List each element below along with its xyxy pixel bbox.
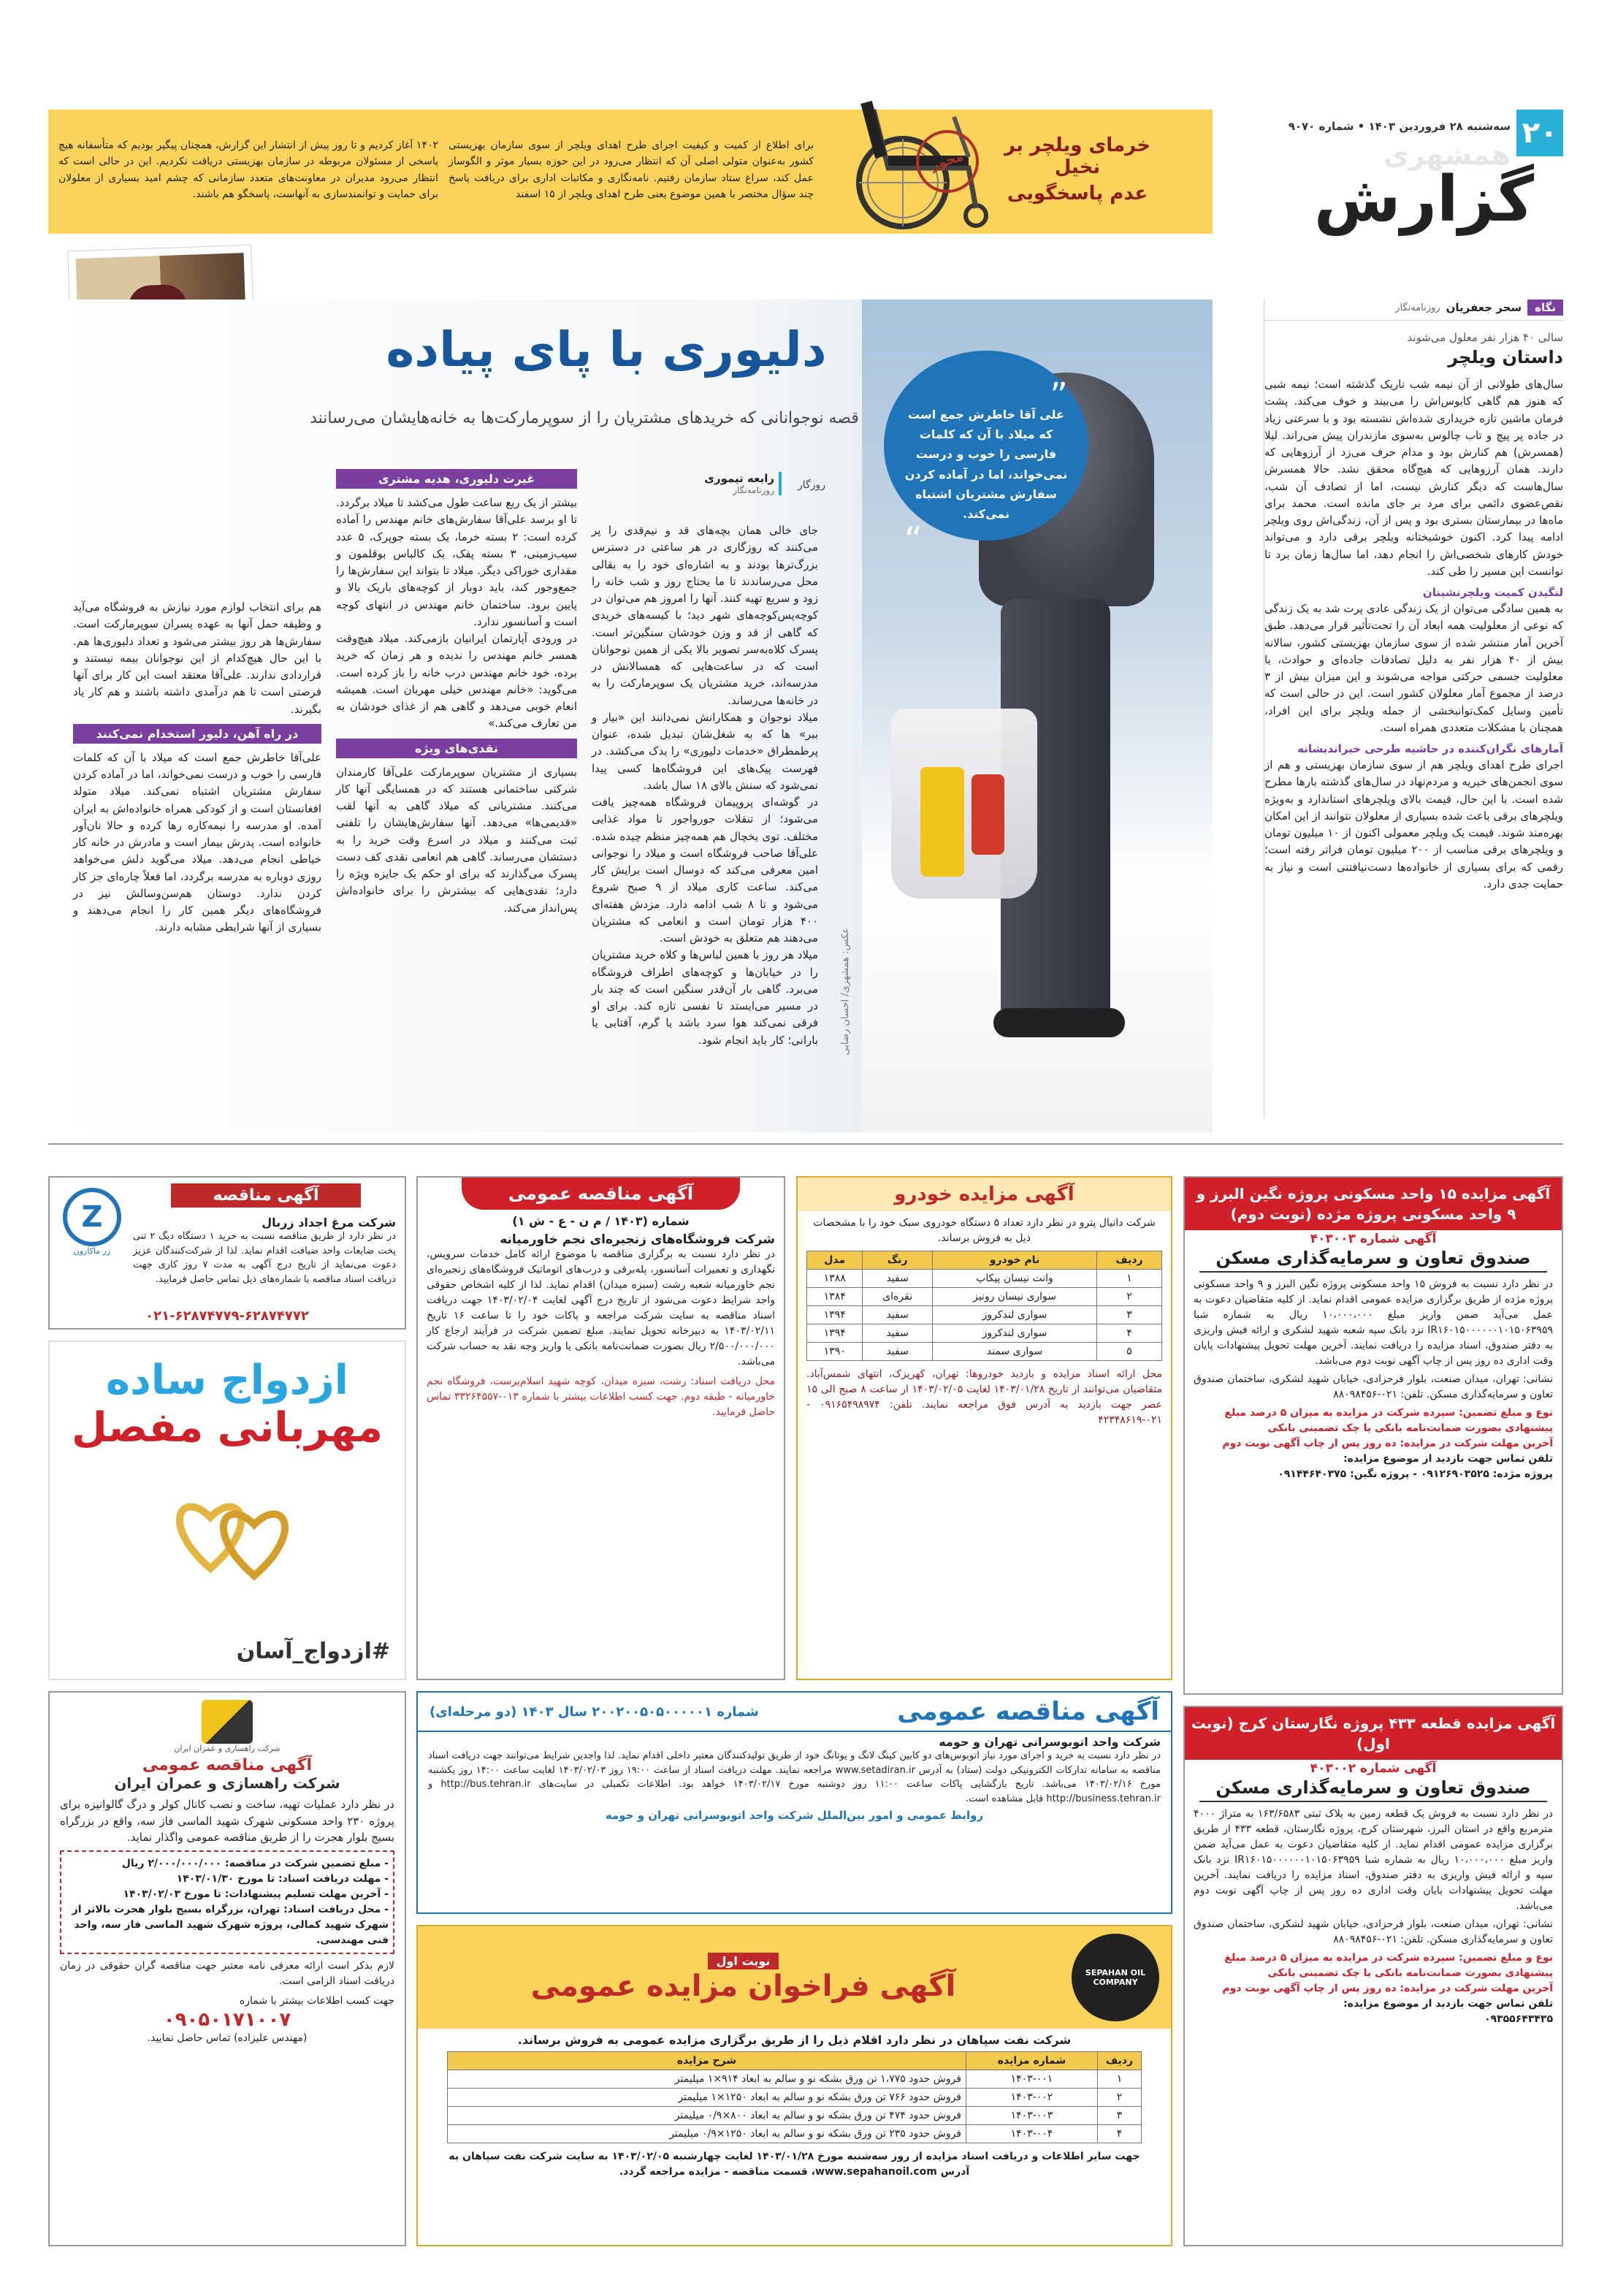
car-col-header: رنگ [863,1251,933,1270]
ad-land-deadline: آخرین مهلت شرکت در مزایده: ده روز پس از چاپ آگهی نوبت دوم [1222,1983,1553,1994]
sidebar-header [1264,300,1563,321]
ad-land-address: نشانی: تهران، میدان صنعت، بلوار فرحزادی، خیابان شهید لشکری، ساختمان صندوق تعاون و سرمایه‌گذاری مسکن. تلفن: ۰۲۱-۸۸۰۹۸۴۵۶ [1194,1918,1553,1945]
article-col-3 [73,599,321,1119]
page-number-badge [1516,110,1563,156]
ad-bus-number: شماره ۲۰۰۲۰۰۵۰۵۰۰۰۰۰۱ سال ۱۴۰۳ (دو مرحله‌ای) [430,1704,759,1720]
ad-sepahan-footer: جهت سایر اطلاعات و دریافت اسناد مزایده از روز سه‌شنبه مورخ ۱۴۰۳/۰۱/۲۸ لغایت چهارشنبه ۱۴۰۳/۰۲/۰۵ به سایت شرکت نفت سپاهان به آدرس www.sepahanoil.com، قسمت مناقصه - مزایده مراجعه گردد. [448,2151,1140,2178]
ad-housing-phones: پروژه مژده: ۰۹۱۲۶۹۰۳۵۲۵ - پروژه نگین: ۰۹۱۴۴۶۴۰۳۷۵ [1278,1468,1553,1480]
table-cell: وانت نیسان پیکاپ [932,1270,1096,1288]
table-cell: سواری لندکروز [932,1306,1096,1324]
table-cell: ۳ [1097,1306,1162,1324]
sepahan-col-header: شماره مزایده [966,2052,1098,2070]
ad-bus-tender [416,1691,1172,1914]
table-row [448,2107,1142,2125]
ad-housing-visit: تلفن تماس جهت بازدید از موضوع مزایده: [1343,1453,1553,1465]
table-cell: ۱۳۹۴ [807,1306,863,1324]
banner-paragraph-2: ۱۴۰۲ آغاز کردیم و تا روز پیش از انتشار این گزارش، همچنان پیگیر بودیم که متأسفانه هیچ پاسخی از مسئولان مربوطه در سازمان بهزیستی دریافت نکردیم. این در حالی است که انتظار می‌رود مدیران در معاونت‌های متعدد سازمانی که چشم امید بسیاری از معلولان برای حمایت و توانمندسازی به آنهاست، پاسخگو هم باشند. [58,140,438,201]
ad-zar-body: در نظر دارد از طریق مناقصه نسبت به خرید ۱ دستگاه دیگ ۲ تنی پخت ضایعات واحد ضیافت اقدام نماید. لذا از شرکت‌کنندگان عزیز دعوت می‌نماید از تاریخ درج آگهی به مدت ۷ روز کاری جهت دریافت اسناد مناقصه با شماره‌های ذیل تماس حاصل فرمایید. [133,1231,396,1285]
road-logo [50,1693,405,1753]
table-row [807,1270,1162,1288]
table-cell: سفید [863,1270,933,1288]
col2-paragraph-1: بیشتر از یک ربع ساعت طول می‌کشد تا میلاد برگردد. تا او برسد علی‌آقا سفارش‌های خانم مهندس را آماده کرده است: ۲ بسته خرما، یک بسته جوپرک، ۵ عدد سیب‌زمینی، ۳ بسته پفک، یک کالباس بوقلمون و مقداری خوراکی دیگر. میلاد تا بتواند این سفارش‌ها را جمع‌وجور کند، باید دوبار از کوچه‌های باریک بالا و پایین برود. ساختمان خانم مهندس در انتهای کوچه است و آسانسور ندارد. [336,496,577,628]
table-cell: سواری سمند [932,1343,1096,1361]
ad-land-body: در نظر دارد نسبت به فروش یک قطعه زمین به پلاک ثبتی ۱۶۳/۶۵۸۳ به متراژ ۴۰۰۰ مترمربع واقع در استان البرز، شهرستان کرج، پروژه نگارستان، قطعه ۴۳۳ از طریق برگزاری مزایده عمومی اقدام نماید. از کلیه متقاضیان دعوت به عمل می‌آید ضمن واریز مبلغ ۱۰،۰۰۰،۰۰۰ ریال به شماره شبا IR۱۶۰۱۵۰۰۰۰۰۰۱۰۱۵۰۶۳۹۵۹ نزد بانک سپه و ارائه فیش واریزی به دفتر صندوق، اسناد مزایده را دریافت نمایند. آخرین مهلت تحویل پیشنهادات پایان وقت اداری ده روز پس از چاپ آگهی نوبت دوم می‌باشد. [1194,1808,1554,1912]
ad-road-phone: ۰۹۰۵۰۱۷۱۰۰۷ [163,2008,291,2031]
ad-road-note: لازم بذکر است ارائه معرفی نامه معتبر جهت مناقصه گران حقوقی در زمان دریافت اسناد الزامی است. [60,1959,394,1987]
ad-road-item: - آخرین مهلت تسلیم پیشنهادات: تا مورخ ۱۴۰۳/۰۲/۰۳ [123,1888,389,1900]
sidebar-subhead-1: لنگیدن کمیت ویلچرنشینان [1422,586,1563,599]
sidebar-author: سحر جعفریان [1446,301,1522,314]
car-col-header: ردیف [1097,1251,1162,1270]
ad-car-title: آگهی مزایده خودرو [798,1178,1171,1211]
col2-paragraph-3: بسیاری از مشتریان سوپرمارکت علی‌آقا کارمندان شرکتی ساختمانی هستند که در همسایگی آنها کار می‌کنند. مشتریانی که میلاد گاهی به آنها لقب «قدیمی‌ها» می‌دهد. آنها سفارش‌هایشان را تلفنی ثبت می‌کنند و میلاد در اسرع وقت خرید را به دستشان می‌رساند. گاهی هم انعامی نقدی کف دست پسرک می‌گذارند که برای او حکم یک جایزه ویژه را دارد؛ نقدی‌هایی که بیشترش را برای خانواده‌اش پس‌انداز می‌کند. [336,765,577,915]
ad-road-phone-text: جهت کسب اطلاعات بیشتر با شماره [239,1994,394,2007]
zar-logo [57,1188,127,1268]
ad-bus-header [418,1693,1171,1732]
table-cell: ۴ [1097,1324,1162,1343]
ad-zar-title: آگهی مناقصه [171,1183,361,1208]
pull-quote-text: علی آقا خاطرش جمع است که میلاد با آن که کلمات فارسی را خوب و درست نمی‌خواند، اما در آماده کردن سفارش مشتریان اشتباه نمی‌کند. [904,408,1068,521]
ad-bus-company: شرکت واحد اتوبوسرانی تهران و حومه [939,1735,1161,1749]
banner-title-line2: عدم پاسخگویی [1007,183,1148,205]
ad-housing-body: در نظر دارد نسبت به فروش ۱۵ واحد مسکونی پروژه نگین البرز و ۹ واحد مسکونی پروژه مژده از طریق برگزاری مزایده عمومی اقدام نماید. از کلیه متقاضیان دعوت به عمل می‌آید ضمن واریز مبلغ ۱۰،۰۰۰،۰۰۰ ریال به شماره شبا IR۱۶۰۱۵۰۰۰۰۰۰۱۰۱۵۰۶۳۹۵۹ نزد بانک سپه شعبه شهید لشکری و ارائه فیش واریزی به دفتر صندوق، اسناد مزایده را دریافت نمایند. آخرین مهلت تحویل پیشنهادات پایان وقت اداری ده روز پس از چاپ آگهی نوبت دوم می‌باشد. [1194,1278,1553,1367]
table-cell: ۱ [1097,1270,1162,1288]
ad-land-auction [1183,1706,1563,2246]
author-box [679,472,782,495]
ad-najm-company: شرکت فروشگاه‌های زنجیره‌ای نجم خاورمیانه [500,1232,775,1247]
banner-paragraph-1: برای اطلاع از کمیت و کیفیت اجرای طرح اهدای ویلچر از سوی سازمان بهزیستی کشور به‌عنوان متولی اصلی آن که انتظار می‌رود در این حوزه بسیار موثر و الگوساز عمل کند، سراغ ستاد سازمان رفتیم. نامه‌نگاری و مکاتبات اداری برای دریافت پاسخ چند سؤال مختصر با همین موضوع یعنی طرح اهدای ویلچر از ۱۵ اسفند [448,140,814,201]
ad-road-item: - مهلت دریافت اسناد: تا مورخ ۱۴۰۳/۰۱/۳۰ [176,1872,389,1885]
ad-najm-number: شماره (۱۴۰۳ / م ن - ع - ش ۱) [512,1214,690,1228]
sepahan-logo-text: SEPAHAN OIL COMPANY [1085,1968,1146,1987]
ad-najm-footer: محل دریافت اسناد: رشت، سبزه میدان، کوچه شهید اسلام‌پرست، فروشگاه نجم خاورمیانه - طبقه دوم. جهت کسب اطلاعات بیشتر با شماره ۰۱۳-۳۳۲۶۴۵۵۷ تماس حاصل فرمایید. [427,1376,776,1418]
shoes [993,1008,1125,1037]
ad-bus-title: آگهی مناقصه عمومی [897,1697,1159,1726]
sidebar-author-role: روزنامه‌نگار [1395,302,1440,313]
ad-road-contact: (مهندس علیزاده) تماس حاصل نمایید. [147,2032,308,2044]
road-logo-text: شرکت راهسازی و عمران ایران [174,1744,280,1753]
section-label: روزگار [798,479,825,491]
sidebar-paragraph-3: اجرای طرح اهدای ویلچر هم از سوی سازمان بهزیستی و هم از سوی انجمن‌های خیریه و مردم‌نهاد در سال‌های گذشته بارها مطرح شده است. با این حال، قیمت بالای ویلچرهای استاندارد و به‌ویژه ویلچرهای برقی باعث شده بسیاری از معلولان نتوانند از این امکان بهره‌مند شوند. قیمت یک ویلچر معمولی اکنون از ۱۰ میلیون تومان و ویلچرهای برقی مناسب از ۲۰۰ میلیون تومان فراتر رفته است؛ رقمی که برای بسیاری از خانواده‌ها دست‌نیافتنی است و نیاز به حمایت جدی دارد. [1264,758,1563,890]
table-cell: سواری لندکروز [932,1324,1096,1343]
ad-car-footer: محل ارائه اسناد مزایده و بازدید خودروها: تهران، کهریزک، انتهای شمس‌آباد. متقاضیان می‌توانند از تاریخ ۱۴۰۳/۰۱/۲۸ لغایت ۱۴۰۳/۰۲/۰۵ از ساعت ۸ صبح الی ۱۵ عصر جهت بازدید به آدرس فوق مراجعه نمایند. تلفن: ۰۹۱۶۵۴۹۸۹۷۴ - ۰۲۱-۴۲۳۴۸۶۱۹ [806,1368,1162,1426]
sidebar-headline: داستان ویلچر [1448,347,1563,367]
ad-sepahan-badge: نوبت اول [708,1953,779,1969]
ad-marriage [48,1340,406,1680]
ad-najm-title: آگهی مناقصه عمومی [462,1178,740,1210]
table-cell: سفید [863,1324,933,1343]
table-cell: ۵ [1097,1343,1162,1361]
ad-road-body: در نظر دارد عملیات تهیه، ساخت و نصب کانال کولر و درگ گالوانیزه برای پروژه ۲۳۰ واحد مسکونی شهرک شهید الماسی فاز سه، واقع در بزرگراه بسیج بلوار هجرت را از طریق مناقصه عمومی واگذار نماید. [60,1798,394,1844]
sidebar-subhead-2: آمارهای نگران‌کننده در حاشیه طرحی خیراندیشانه [1297,742,1563,755]
table-cell: ۱۳۸۸ [807,1270,863,1288]
table-cell: ۲ [1097,1288,1162,1306]
ad-housing-guarantee: نوع و مبلغ تضمین: سپرده شرکت در مزایده به میزان ۵ درصد مبلغ پیشنهادی بصورت ضمانت‌نامه بانکی یا چک تضمینی بانکی [1224,1407,1553,1434]
sidebar-tag: نگاه [1527,300,1563,316]
ad-housing-deadline: آخرین مهلت شرکت در مزایده: ده روز پس از چاپ آگهی نوبت دوم [1222,1438,1553,1449]
sepahan-col-header: ردیف [1098,2052,1142,2070]
table-cell: نقره‌ای [863,1288,933,1306]
ad-zar-company: شرکت مرغ اجداد زربال [262,1216,396,1229]
ads-divider [48,1143,1563,1145]
col1-paragraph-3: در گوشه‌ای پروپیمان فروشگاه همه‌چیز یافت می‌شود؛ از تنقلات جورواجور تا مواد غذایی مختلف. توی یخچال هم همه‌چیز منظم چیده شده. علی‌آقا صاحب فروشگاه است و میلاد را نوجوانی امین معرفی می‌کند که دوسال است برایش کار می‌کند. ساعت کاری میلاد از ۹ صبح شروع می‌شود و تا ۸ شب ادامه دارد. مزدش هفته‌ای ۴۰۰ هزار تومان است و انعامی که مشتریان می‌دهند هم متعلق به خودش است. [592,796,819,945]
article-col-2 [336,469,577,1119]
ad-land-number: آگهی شماره ۴۰۳۰۰۲ [1185,1760,1562,1777]
article-col-1 [592,522,818,1121]
col3-paragraph-2: علی‌آقا خاطرش جمع است که میلاد با آن که کلمات فارسی را خوب و درست نمی‌خواند، اما در آماده کردن سفارش مشتریان اشتباه نمی‌کند. میلاد متولد افغانستان است و از کودکی همراه خانواده‌اش به ایران آمده. او مدرسه را نیمه‌کاره رها کرده و حالا نان‌آور خانواده است. پدرش بیمار است و مادرش در خانه کار خیاطی انجام می‌دهد. میلاد می‌گوید دلش می‌خواهد روزی دوباره به مدرسه برگردد، اما فعلاً چاره‌ای جز کار کردن ندارد. دوستان هم‌سن‌وسالش نیز در فروشگاه‌های دیگر همین کار را انجام می‌دهند و بسیاری از آنها شرایطی مشابه دارند. [73,750,321,934]
ad-road-title: آگهی مناقصه عمومی [142,1756,313,1774]
ad-housing-address: نشانی: تهران، میدان صنعت، بلوار فرحزادی، خیابان شهید لشکری، ساختمان صندوق تعاون و سرمایه‌گذاری مسکن. تلفن: ۰۲۱-۸۸۰۹۸۴۵۶ [1194,1373,1553,1400]
table-row [448,2070,1142,2089]
ad-zar-phone: ۰۲۱-۶۲۸۷۴۷۷۹-۶۲۸۷۴۷۷۲ [145,1308,309,1324]
masthead [1271,110,1563,263]
bottle-red [972,774,1004,855]
banner-text-middle [448,137,814,203]
sidebar-paragraph-1: سال‌های طولانی از آن نیمه شب تاریک گذشته است؛ نیمه شبی که هنوز هم گاهی کابوس‌اش را می‌بیند و خوف می‌کند. پشت فرمان ماشین تازه خریداری شده‌اش نشسته بود و با سرعتی زیاد در جاده پر پیچ و تاب چالوس به‌سوی مازندران پیش می‌راند. لیلا (همسرش) هم کنارش بود و مدام حرف می‌زد از آرزوهایی که دارند. همان آرزوهایی که هیچ‌گاه محقق نشد. حالا همسرش سال‌هاست که دیگر کنارش نیست، اما از تصادف آن شب، نقص‌عضوی دائمی برای مرد بر جای مانده است. محمد برای ماه‌ها در بیمارستان بستری بود و پس از آن، زندگی‌اش روی ویلچر ادامه پیدا کرد. اکنون خوشبختانه ویلچر برقی دارد و می‌تواند خودش کارهای شخصی‌اش را انجام دهد، اما سال‌ها زمان برد تا توانست این مسیر را طی کند. [1264,378,1563,578]
table-cell: ۳ [1098,2107,1142,2125]
zar-logo-text: زر ماکارون [73,1246,111,1256]
col2-paragraph-2: در ورودی آپارتمان ایرانیان بازمی‌کند. میلاد هیچ‌وقت همسر خانم مهندس را ندیده و هر زمان که خرید برده، خود خانم مهندس درب خانه را باز کرده است. می‌گوید: «خانم مهندس خیلی مهربان است. همیشه انعام خوبی می‌دهد و گاهی هم از غذای خودشان به من تعارف می‌کند.» [336,632,577,731]
pull-quote [884,351,1088,561]
page-number: ۲۰ [1522,116,1558,150]
ad-land-org: صندوق تعاون و سرمایه‌گذاری مسکن [1199,1777,1547,1802]
table-row [448,2125,1142,2143]
ad-car-auction [796,1176,1172,1680]
ad-road-items [60,1850,394,1954]
ad-land-guarantee: نوع و مبلغ تضمین: سپرده شرکت در مزایده به میزان ۵ درصد مبلغ پیشنهادی بصورت ضمانت‌نامه بانکی یا چک تضمینی بانکی [1224,1952,1553,1979]
col1-paragraph-2: میلاد نوجوان و همکارانش نمی‌دانند این «بیار و ببر» ها که به شغل‌شان تبدیل شده، عنوان پرطمطراق «خدمات دلیوری» را یدک می‌کشد. در فهرست پیک‌های این فروشگاه‌ها کسی پیدا نمی‌شود که سنش بالای ۱۸ سال باشد. [592,710,818,792]
banner-stamp-text: محور [928,148,966,174]
ad-marriage-line2: مهربانی مفصل [72,1404,383,1452]
ad-sepahan-header [418,1926,1171,2029]
table-cell: سواری نیسان رونیز [932,1288,1096,1306]
sepahan-col-header: شرح مزایده [448,2052,966,2070]
section-title: گزارش [1313,163,1534,236]
subhead-c: در راه آهن، دلیور استخدام نمی‌کنند [73,724,321,744]
table-cell: ۱۴۰۳-۰۰۱ [966,2070,1098,2089]
ad-marriage-hashtag: #ازدواج_آسان [236,1639,390,1664]
sepahan-table [447,2051,1142,2143]
col1-paragraph-4: میلاد هر روز با همین لباس‌ها و کلاه خرید مشتریان را در خیابان‌ها و کوچه‌های اطراف فروشگاه می‌برد. گاهی بار آن‌قدر سنگین است که چند بار در مسیر می‌ایستد تا نفسی تازه کند. برای او فرقی نمی‌کند هوا سرد باشد یا گرم، آفتابی یا بارانی؛ کار باید انجام شود. [592,948,818,1047]
table-cell: ۱۳۸۴ [807,1288,863,1306]
table-cell: سفید [863,1306,933,1324]
ad-road-item: - محل دریافت اسناد: تهران، بزرگراه بسیج بلوار هجرت بالاتر از شهرک شهید کمالی، پروژه شهرک شهید الماسی فاز سه، واحد فنی مهندسی. [72,1903,389,1946]
main-headline: دلیوری با پای پیاده [386,321,827,378]
table-row [448,2089,1142,2107]
table-cell: فروش حدود ۷۶۶ تن ورق بشکه نو و سالم به ابعاد ۱۲۵۰×۱ میلیمتر [448,2089,966,2107]
ad-land-visit: تلفن تماس جهت بازدید از موضوع مزایده: [1343,1998,1553,2010]
ad-najm-body: در نظر دارد نسبت به برگزاری مناقصه با موضوع ارائه کامل خدمات سرویس، نگهداری و تعمیرات آسانسور، پله‌برقی و درب‌های اتوماتیک فروشگاه‌های زنجیره‌ای نجم خاورمیانه شعبه رشت (سبزه میدان) اقدام نماید. لذا از کلیه اشخاص حقوقی واجد شرایط دعوت می‌شود از تاریخ درج آگهی لغایت ۱۴۰۳/۰۲/۰۴ جهت دریافت اسناد مناقصه به سایت شرکت مراجعه و پاکات خود را تا ساعت ۱۶ تاریخ ۱۴۰۳/۰۲/۱۱ به دبیرخانه تحویل نمایند. مبلغ تضمین شرکت در فرآیند ارجاع کار ۲/۵۰۰/۰۰۰/۰۰۰ ریال بصورت ضمانت‌نامه بانکی یا واریز وجه نقد به حساب شرکت می‌باشد. [427,1248,776,1368]
road-logo-icon [202,1700,253,1744]
subhead-a: غیرت دلیوری، هدیه مشتری [336,469,577,489]
ad-road-item: - مبلغ تضمین شرکت در مناقصه: ۲/۰۰۰/۰۰۰/۰۰۰ ریال [121,1857,389,1869]
car-table [806,1251,1162,1361]
ad-housing-org: صندوق تعاون و سرمایه‌گذاری مسکن [1199,1248,1547,1273]
table-cell: ۱۴۰۳-۰۰۳ [966,2107,1098,2125]
ad-car-intro: شرکت دانیال پترو در نظر دارد تعداد ۵ دستگاه خودروی سبک خود را با مشخصات ذیل به فروش برساند. [813,1217,1156,1244]
banner-title [986,134,1169,205]
banner-text-left [58,137,438,203]
ad-marriage-line1: ازدواج ساده [106,1357,348,1404]
sepahan-logo [1072,1934,1159,2021]
table-cell: ۲ [1098,2089,1142,2107]
table-cell: ۱۴۰۳-۰۰۲ [966,2089,1098,2107]
ad-housing-auction [1183,1176,1563,1695]
table-row [807,1288,1162,1306]
sidebar-body [1264,376,1563,1107]
ad-najm-tender [416,1176,785,1680]
table-cell: ۱۳۹۰ [807,1343,863,1361]
ad-road-company: شرکت راهسازی و عمران ایران [114,1774,340,1792]
subhead-b: نقدی‌های ویژه [336,739,577,758]
rings-icon [159,1488,305,1605]
col1-paragraph-1: جای خالی همان بچه‌های قد و نیم‌قدی را پر می‌کنند که روزگاری در هر ساعتی در دسترس بزرگ‌ترها بودند و به اشاره‌ای خود را به بقالی محل می‌رساندند تا ما‌ یحتاج روز و شب خانه را زود و سریع تهیه کنند. آنها را امروز هم می‌توان در کوچه‌پس‌کوچه‌های شهر دید؛ با کیسه‌های خریدی که گاهی از قد و وزن خودشان سنگین‌تر است. پسرک کلاه‌به‌سر تصویر بالا یکی از همین نوجوانان است که در ساعت‌هایی که همسالانش در مدرسه‌اند، خرید مشتریان یک سوپرمارکت را به در خانه‌ها می‌رساند. [592,524,818,707]
banner-title-line1: خرمای ویلچر بر نخیل [1004,134,1151,178]
table-cell: سفید [863,1343,933,1361]
ad-land-phones: ۰۹۳۵۵۶۴۳۴۳۵ [1484,2013,1553,2025]
car-table-header [807,1251,1162,1270]
col3-paragraph-1: هم برای انتخاب لوازم مورد نیازش به فروشگاه می‌آید و وظیفه حمل آنها به عهده پسران سوپرمارکت است. سفارش‌ها هر روز بیشتر می‌شود و تعداد دلیوری‌ها هم. با این حال هیچ‌کدام از این نوجوانان بیمه نیستند و قراردادی ندارند. علی‌آقا معتقد است این کار برای آنها فرصتی است تا هم درآمدی داشته باشند و هم کار یاد بگیرند. [73,600,321,716]
sidebar [1264,300,1563,1118]
shopping-bag-large [891,709,1037,899]
paper-name: همشهری [1383,139,1511,171]
car-col-header: نام خودرو [932,1251,1096,1270]
ad-sepahan-title: آگهی فراخوان مزایده عمومی [530,1969,956,2003]
table-cell: ۱۴۰۳-۰۰۴ [966,2125,1098,2143]
table-row [807,1343,1162,1361]
top-banner [48,110,1213,234]
table-cell: فروش حدود ۱،۷۷۵ تن ورق بشکه نو و سالم به ابعاد ۹۱۴×۱ میلیمتر [448,2070,966,2089]
table-row [807,1324,1162,1343]
quote-open-icon: ” [1050,375,1068,416]
ad-bus-body: در نظر دارد نسبت به خرید و اجرای مورد نیاز اتوبوس‌های دو کابین کینگ لانگ و یوتانگ خود از طریق تولیدکنندگان معتبر داخلی اقدام نماید. لذا واجدین شرایط می‌توانند جهت دریافت اسناد مناقصه به سامانه تدارکات الکترونیکی دولت (ستاد) به آدرس www.setadiran.ir مراجعه نمایند. مهلت دریافت اسناد از ساعت ۱۹:۰۰ روز ۱۴۰۳/۰۲/۰۳ لغایت ساعت ۱۴:۰۰ روز یکشنبه مورخ ۱۴۰۳/۰۲/۱۶ می‌باشد. تاریخ بازگشایی پاکات ساعت ۱۱:۰۰ روز دوشنبه مورخ ۱۴۰۳/۰۲/۱۷ خواهد بود. اطلاعات تکمیلی در سایت‌های http://bus.tehran.ir و http://business.tehran.ir قابل مشاهده است. [428,1750,1161,1804]
main-subheadline: قصه نوجوانانی که خریدهای مشتریان را از سوپرمارکت‌ها به خانه‌هایشان می‌رسانند [310,409,859,427]
author-name: رابعه تیموری [704,472,774,485]
sidebar-paragraph-2: به همین سادگی می‌توان از یک زندگی عادی پرت شد به یک زندگی که نوعی از معلولیت همه ابعاد آن را تحت‌تأثیر قرار می‌دهد. طبق آخرین آمار منتشر شده از سوی سازمان بهزیستی کشور، سالانه بیش از ۴۰ هزار نفر به دلیل تصادفات جاده‌ای و حوادث، با معلولیت جسمی حرکتی مواجه می‌شوند و این میزان بیش از ۳ درصد از مجموع آمار معلولان کشور است. این در حالی است که تأمین وسایل کمک‌توانبخشی از جمله ویلچر برای این افراد، همچنان با مشکلات متعددی همراه است. [1264,602,1563,734]
sepahan-table-header [448,2052,1142,2070]
ad-zar-tender [48,1176,406,1330]
issue-date: سه‌شنبه ۲۸ فروردین ۱۴۰۳ • شماره ۹۰۷۰ [1288,120,1511,133]
table-cell: فروش حدود ۲۳۵ تن ورق بشکه نو و سالم به ابعاد ۱۲۵۰×۰/۹ میلیمتر [448,2125,966,2143]
author-role: روزنامه‌نگار [733,485,774,495]
car-col-header: مدل [807,1251,863,1270]
ad-bus-footer: روابط عمومی و امور بین‌الملل شرکت واحد اتوبوسرانی تهران و حومه [605,1809,984,1822]
photo-credit: عکس: همشهری/ احسان رضایی [840,928,851,1056]
ad-housing-title: آگهی مزایده ۱۵ واحد مسکونی پروژه نگین البرز و ۹ واحد مسکونی پروژه مژده (نوبت دوم) [1185,1178,1562,1230]
ad-sepahan-intro: شرکت نفت سپاهان در نظر دارد اقلام ذیل را از طریق برگزاری مزایده عمومی به فروش برساند. [517,2033,1072,2047]
quote-close-icon: “ [904,519,923,561]
ad-road-tender [48,1691,406,2246]
table-cell: فروش حدود ۴۷۴ تن ورق بشکه نو و سالم به ابعاد ۸۰۰×۰/۹ میلیمتر [448,2107,966,2125]
zar-logo-icon: Z [63,1188,121,1246]
table-cell: ۱۳۹۴ [807,1324,863,1343]
sidebar-kicker: سالی ۴۰ هزار نفر معلول می‌شوند [1407,331,1563,344]
table-cell: ۱ [1098,2070,1142,2089]
table-row [807,1306,1162,1324]
ad-land-title: آگهی مزایده قطعه ۴۳۳ پروژه نگارستان کرج (نوبت اول) [1185,1707,1562,1760]
bottle-yellow [920,767,964,877]
ad-housing-number: آگهی شماره ۴۰۳۰۰۳ [1185,1230,1562,1248]
table-cell: ۴ [1098,2125,1142,2143]
ad-sepahan-auction [416,1925,1172,2246]
